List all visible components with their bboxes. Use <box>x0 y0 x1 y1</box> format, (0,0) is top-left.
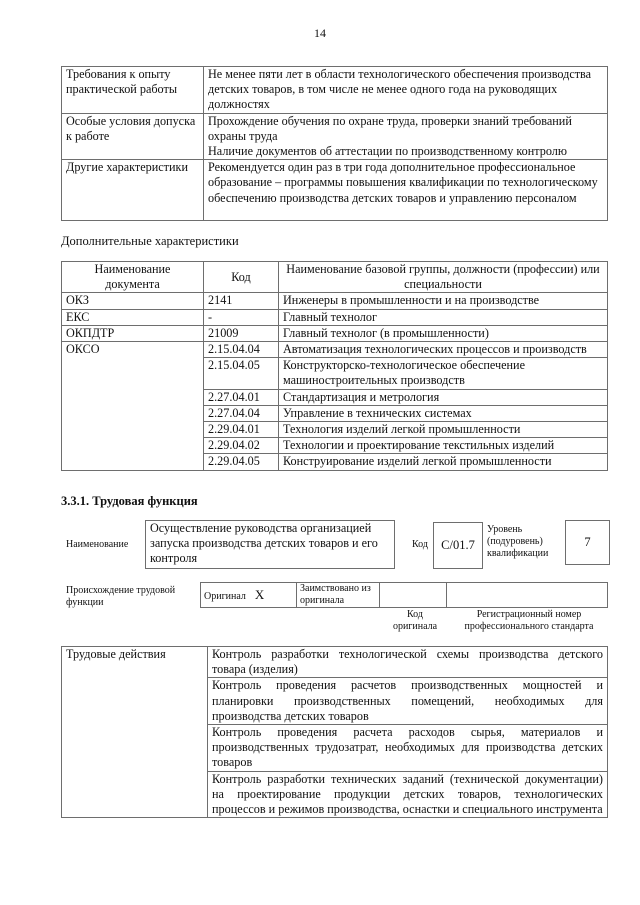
doc-cell: ОКЗ <box>62 293 204 309</box>
table-row <box>62 342 608 358</box>
code-cell: 2.29.04.01 <box>204 422 279 438</box>
code-cell: 21009 <box>204 325 279 341</box>
name-cell: Конструирование изделий легкой промышленности <box>279 454 608 470</box>
qualification-level-label: Уровень (подуровень) квалификации <box>487 524 549 559</box>
table-row <box>62 309 608 325</box>
code-cell: 2.15.04.04 <box>204 342 279 358</box>
code-cell: - <box>204 309 279 325</box>
function-code-box: C/01.7 <box>433 522 483 569</box>
table-row <box>62 160 608 221</box>
labor-actions-label: Трудовые действия <box>62 647 208 818</box>
code-cell: 2.15.04.05 <box>204 358 279 389</box>
origin-original-cell <box>201 583 297 608</box>
row-value: Рекомендуется один раз в три года дополнительное профессиональное образование – программы повышения квалификации по технологическому обеспечению производства детских товаров и управлению персоналом <box>204 160 608 221</box>
qualification-level-box: 7 <box>565 520 610 565</box>
doc-cell: ОКПДТР <box>62 325 204 341</box>
origin-original-label: Оригинал <box>204 590 246 602</box>
labor-function-title: 3.3.1. Трудовая функция <box>61 494 198 508</box>
additional-characteristics-table <box>61 261 608 471</box>
section-heading: Дополнительные характеристики <box>61 234 239 248</box>
name-cell: Технологии и проектирование текстильных изделий <box>279 438 608 454</box>
table-row <box>62 67 608 114</box>
origin-reg-number-cell <box>447 583 608 608</box>
origin-table <box>200 582 608 608</box>
labor-action-item: Контроль разработки технических заданий (технической документации) на проектирование продукции детских товаров, технологических процессов и режимов производства, оснастки и специального инструмента <box>208 771 608 818</box>
labor-action-item: Контроль проведения расчета расходов сырья, материалов и производственных трудозатрат, необходимых для производства детских товаров <box>208 725 608 772</box>
labor-action-item: Контроль разработки технологической схемы производства детского товара (изделия) <box>208 647 608 678</box>
code-cell: 2.27.04.04 <box>204 405 279 421</box>
table-row <box>62 647 608 678</box>
origin-borrowed-cell: Заимствовано из оригинала <box>297 583 380 608</box>
name-cell: Управление в технических системах <box>279 405 608 421</box>
table-row <box>201 583 608 608</box>
page-number: 14 <box>314 26 326 40</box>
labor-action-item: Контроль проведения расчетов производственных мощностей и планировки производственных помещений, необходимых для производства детских товаров <box>208 678 608 725</box>
row-label: Особые условия допуска к работе <box>62 113 204 160</box>
code-cell: 2.27.04.01 <box>204 389 279 405</box>
origin-mark: X <box>254 586 265 602</box>
doc-cell: ЕКС <box>62 309 204 325</box>
function-name-box: Осуществление руководства организацией запуска производства детских товаров и его контроля <box>145 520 395 569</box>
requirements-table <box>61 66 608 221</box>
code-cell: 2.29.04.02 <box>204 438 279 454</box>
table-row <box>62 293 608 309</box>
name-cell: Главный технолог <box>279 309 608 325</box>
origin-code-caption: Код оригинала <box>392 609 438 632</box>
name-cell: Стандартизация и метрология <box>279 389 608 405</box>
column-header: Наименование документа <box>62 262 204 293</box>
name-cell: Технология изделий легкой промышленности <box>279 422 608 438</box>
value-line: Прохождение обучения по охране труда, проверки знаний требований охраны труда <box>208 113 572 143</box>
name-cell: Главный технолог (в промышленности) <box>279 325 608 341</box>
column-header: Код <box>204 262 279 293</box>
name-cell: Конструкторско-технологическое обеспечение машиностроительных производств <box>279 358 608 389</box>
table-row <box>62 113 608 160</box>
origin-label: Происхождение трудовой функции <box>66 585 176 608</box>
row-label: Требования к опыту практической работы <box>62 67 204 114</box>
row-value: Не менее пяти лет в области технологического обеспечения производства детских товаров, в том числе не менее одного года на руководящих должностях <box>204 67 608 114</box>
name-cell: Автоматизация технологических процессов и производств <box>279 342 608 358</box>
table-row <box>62 325 608 341</box>
code-cell: 2141 <box>204 293 279 309</box>
origin-code-cell <box>380 583 447 608</box>
labor-actions-table <box>61 646 608 818</box>
name-cell: Инженеры в промышленности и на производстве <box>279 293 608 309</box>
row-label: Другие характеристики <box>62 160 204 221</box>
code-cell: 2.29.04.05 <box>204 454 279 470</box>
doc-cell: ОКСО <box>62 342 204 471</box>
code-label: Код <box>412 539 428 550</box>
name-label: Наименование <box>66 539 129 550</box>
value-line: Наличие документов об аттестации по производственному контролю <box>208 144 567 159</box>
row-value <box>204 113 608 160</box>
column-header: Наименование базовой группы, должности (профессии) или специальности <box>279 262 608 293</box>
table-header-row <box>62 262 608 293</box>
origin-reg-caption: Регистрационный номер профессионального стандарта <box>464 609 594 632</box>
